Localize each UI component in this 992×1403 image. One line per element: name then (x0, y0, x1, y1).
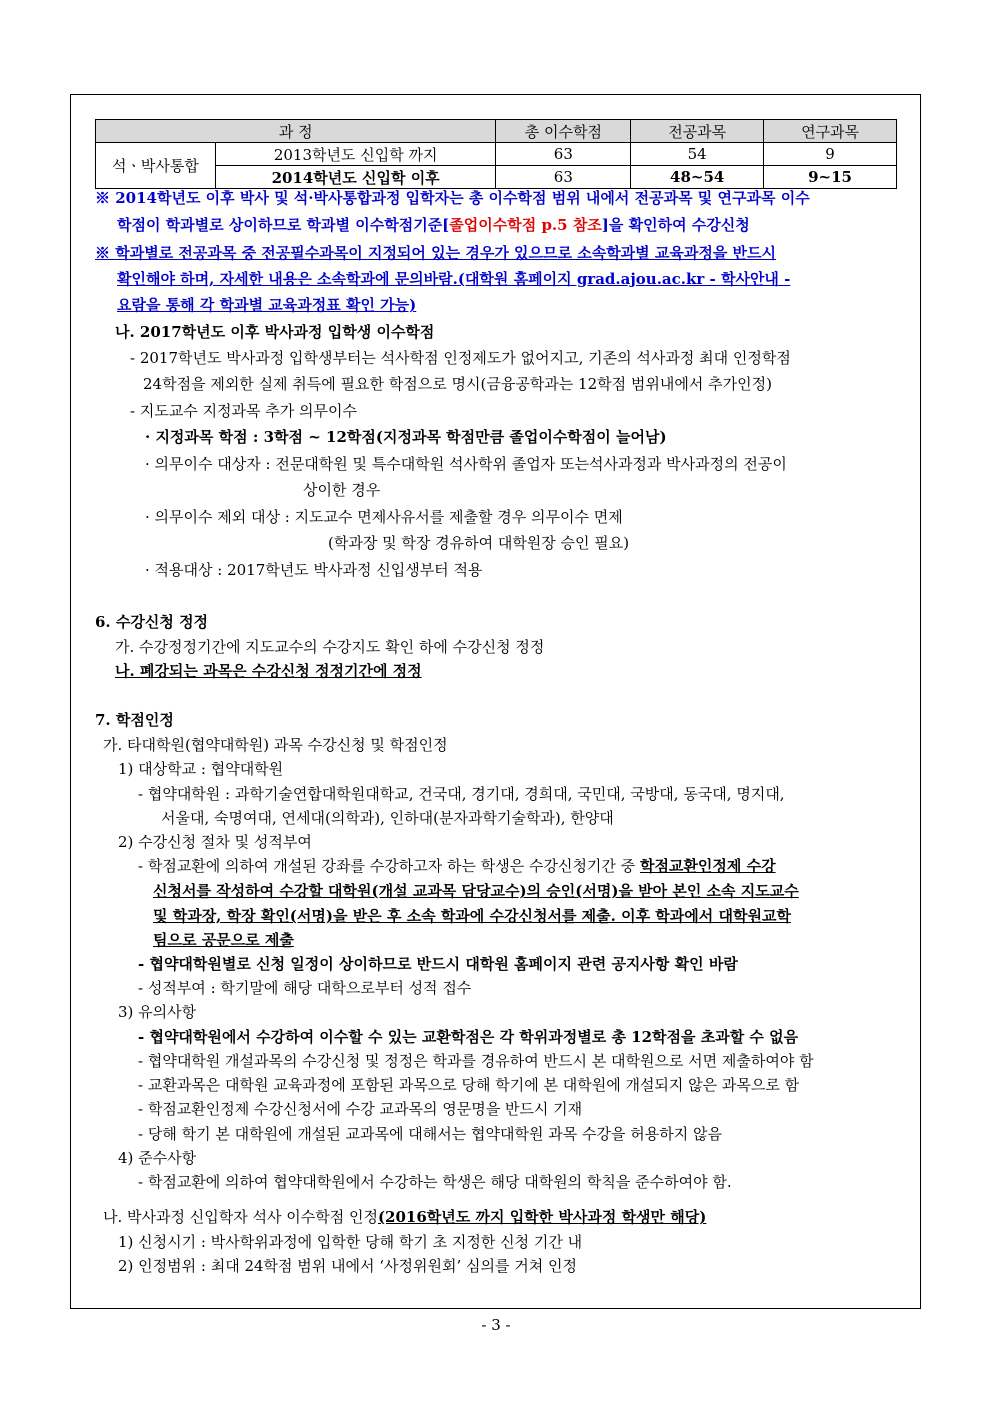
note-2-line-1: ※ 학과별로 전공과목 중 전공필수과목이 지정되어 있는 경우가 있으므로 소속학과별 교육과정을 반드시 (95, 244, 777, 262)
th-major: 전공과목 (631, 120, 764, 143)
section-7-item: - 학점교환인정제 수강신청서에 수강 교과목의 영문명을 반드시 기재 (138, 1100, 583, 1118)
section-7-item: - 학점교환에 의하여 협약대학원에서 수강하는 학생은 해당 대학원의 학칙을 준수하여야 함. (138, 1173, 732, 1191)
table-header-row (96, 120, 897, 143)
section-6-item: 나. 폐강되는 과목은 수강신청 정정기간에 정정 (115, 662, 422, 680)
section-na-line: 24학점을 제외한 실제 취득에 필요한 학점으로 명시(금융공학과는 12학점 범위내에서 추가인정) (143, 375, 772, 393)
section-7-subtitle-text: 나. 박사과정 신입학자 석사 이수학점 인정 (103, 1208, 378, 1226)
section-7-item: 2) 인정범위 : 최대 24학점 범위 내에서 ‘사정위원회’ 심의를 거쳐 인정 (118, 1257, 578, 1275)
table-row (96, 166, 897, 189)
section-7-subtitle-emphasis: (2016학년도 까지 입학한 박사과정 학생만 해당) (377, 1208, 707, 1226)
section-7-item: 팀으로 공문으로 제출 (153, 931, 294, 949)
section-na-title: 나. 2017학년도 이후 박사과정 입학생 이수학점 (115, 323, 435, 341)
note-2-line-3: 요람을 통해 각 학과별 교육과정표 확인 가능) (117, 296, 417, 314)
section-7-title: 7. 학점인정 (95, 711, 174, 729)
section-7-subtitle (103, 1206, 706, 1228)
note-1-line-2 (117, 214, 750, 236)
section-7-item: - 협약대학원 개설과목의 수강신청 및 정정은 학과를 경유하여 반드시 본 대학원으로 서면 제출하여야 함 (138, 1052, 814, 1070)
row-major: 48~54 (631, 166, 764, 189)
section-7-item: 서울대, 숙명여대, 연세대(의학과), 인하대(분자과학기술학과), 한양대 (161, 809, 614, 827)
section-7-item: 1) 신청시기 : 박사학위과정에 입학한 당해 학기 초 지정한 신청 기간 내 (118, 1233, 583, 1251)
row-label: 2014학년도 신입학 이후 (215, 166, 496, 189)
section-6-title: 6. 수강신청 정정 (95, 613, 209, 631)
row-label: 2013학년도 신입학 까지 (215, 143, 496, 166)
row-major: 54 (631, 143, 764, 166)
section-7-item: 2) 수강신청 절차 및 성적부여 (118, 833, 312, 851)
section-7-text-emphasis: 학점교환인정제 수강 (639, 857, 776, 875)
note-1-line-1: ※ 2014학년도 이후 박사 및 석·박사통합과정 입학자는 총 이수학점 범위 내에서 전공과목 및 연구과목 이수 (95, 189, 810, 207)
section-7-item: 3) 유의사항 (118, 1003, 197, 1021)
section-7-item: - 협약대학원에서 수강하여 이수할 수 있는 교환학점은 각 학위과정별로 총 12학점을 초과할 수 없음 (138, 1028, 799, 1046)
section-7-item: - 성적부여 : 학기말에 해당 대학으로부터 성적 접수 (138, 979, 472, 997)
note-1-text: 학점이 학과별로 상이하므로 학과별 이수학점기준[ (117, 216, 450, 234)
section-7-item: - 협약대학원별로 신청 일정이 상이하므로 반드시 대학원 홈페이지 관련 공지사항 확인 바람 (138, 955, 738, 973)
section-na-line: 상이한 경우 (303, 481, 381, 499)
credits-table (95, 119, 897, 189)
section-7-item: 신청서를 작성하여 수강할 대학원(개설 교과목 담당교수)의 승인(서명)을 받아 본인 소속 지도교수 (153, 882, 799, 900)
row-research: 9 (764, 143, 897, 166)
section-6-item: 가. 수강정정기간에 지도교수의 수강지도 확인 하에 수강신청 정정 (115, 638, 545, 656)
section-7-item: - 교환과목은 대학원 교육과정에 포함된 과목으로 당해 학기에 본 대학원에 개설되지 않은 과목으로 함 (138, 1076, 800, 1094)
th-total: 총 이수학점 (496, 120, 631, 143)
row-total: 63 (496, 166, 631, 189)
section-na-line: (학과장 및 학장 경유하여 대학원장 승인 필요) (328, 534, 630, 552)
row-group-label: 석ㆍ박사통합 (96, 143, 216, 189)
section-7-item: - 협약대학원 : 과학기술연합대학원대학교, 건국대, 경기대, 경희대, 국민대, 국방대, 동국대, 명지대, (138, 785, 785, 803)
note-1-reference: 졸업이수학점 p.5 참조 (449, 216, 602, 234)
section-7-item (138, 855, 776, 877)
th-course: 과 정 (96, 120, 496, 143)
note-2-line-2: 확인해야 하며, 자세한 내용은 소속학과에 문의바람.(대학원 홈페이지 grad.ajou.ac.kr - 학사안내 - (117, 270, 791, 288)
section-na-line: · 의무이수 제외 대상 : 지도교수 면제사유서를 제출할 경우 의무이수 면제 (145, 508, 623, 526)
section-7-subtitle: 가. 타대학원(협약대학원) 과목 수강신청 및 학점인정 (103, 736, 448, 754)
note-1-text-end: ]을 확인하여 수강신청 (601, 216, 750, 234)
section-7-item: 및 학과장, 학장 확인(서명)을 받은 후 소속 학과에 수강신청서를 제출. 이후 학과에서 대학원교학 (153, 907, 791, 925)
row-research: 9~15 (764, 166, 897, 189)
section-7-item: 4) 준수사항 (118, 1149, 197, 1167)
section-na-line: · 적용대상 : 2017학년도 박사과정 신입생부터 적용 (145, 561, 483, 579)
table-row (96, 143, 897, 166)
section-na-line: · 의무이수 대상자 : 전문대학원 및 특수대학원 석사학위 졸업자 또는석사과정과 박사과정의 전공이 (145, 455, 787, 473)
row-total: 63 (496, 143, 631, 166)
section-na-line: - 지도교수 지정과목 추가 의무이수 (130, 402, 358, 420)
section-na-line: · 지정과목 학점 : 3학점 ~ 12학점(지정과목 학점만큼 졸업이수학점이 늘어남) (145, 428, 667, 446)
th-research: 연구과목 (764, 120, 897, 143)
section-7-text: - 학점교환에 의하여 개설된 강좌를 수강하고자 하는 학생은 수강신청기간 중 (138, 857, 640, 875)
section-7-item: - 당해 학기 본 대학원에 개설된 교과목에 대해서는 협약대학원 과목 수강을 허용하지 않음 (138, 1125, 722, 1143)
section-7-item: 1) 대상학교 : 협약대학원 (118, 760, 284, 778)
page-number: - 3 - (481, 1316, 511, 1334)
section-na-line: - 2017학년도 박사과정 입학생부터는 석사학점 인정제도가 없어지고, 기존의 석사과정 최대 인정학점 (130, 349, 791, 367)
